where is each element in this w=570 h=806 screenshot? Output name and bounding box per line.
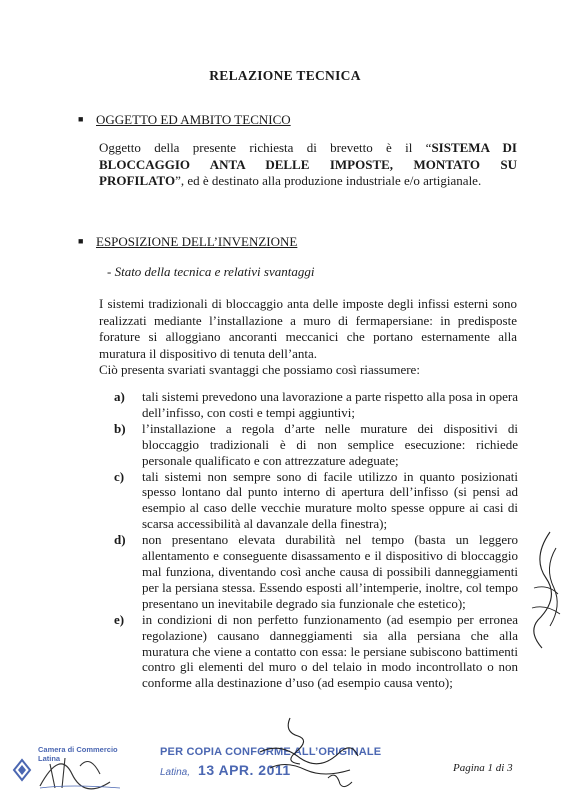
section-title: ESPOSIZIONE DELL’INVENZIONE	[96, 234, 298, 249]
disadvantages-list	[114, 389, 518, 691]
square-bullet-icon: ■	[78, 236, 84, 246]
list-item: a) tali sistemi prevedono una lavorazione a parte rispetto alla posa in opera dell’infisso, con costi e tempi aggiuntivi;	[114, 389, 518, 420]
section-heading-oggetto	[78, 112, 291, 128]
square-bullet-icon: ■	[78, 114, 84, 124]
document-title: RELAZIONE TECNICA	[209, 68, 361, 83]
list-item: b) l’installazione a regola d’arte nelle murature dei dispositivi di bloccaggio tradizionali è di non semplice esecuzione: richiede personale qualificato e con attrezzature adeguate;	[114, 420, 518, 468]
section-title: OGGETTO ED AMBITO TECNICO	[96, 112, 291, 127]
invention-title: SISTEMA DI BLOCCAGGIO ANTA DELLE IMPOSTE, MONTATO SU PROFILATO	[99, 140, 517, 189]
chamber-logo-text: Camera di Commercio Latina	[38, 745, 118, 763]
margin-signature-icon	[520, 528, 568, 658]
section-paragraph-oggetto: Oggetto della presente richiesta di brevetto è il “SISTEMA DI BLOCCAGGIO ANTA DELLE IMPOSTE, MONTATO SU PROFILATO”, ed è destinato alla produzione industriale e/o artigianale.	[99, 140, 517, 189]
subheading: - Stato della tecnica e relativi svantaggi	[107, 264, 315, 279]
list-item: c) tali sistemi non sempre sono di facile utilizzo in quanto posizionati spesso lontano dal punto interno di apertura dell’infisso (si pensi ad esempio al caso delle vecchie murature molto spesse oppure ai casi di scarsa accessibilità al davanzale della finestra);	[114, 468, 518, 532]
stamp-date: 13 APR. 2011	[198, 762, 291, 778]
intro-paragraph: I sistemi tradizionali di bloccaggio anta delle imposte degli infissi esterni sono realizzati mediante l’installazione a muro di fermapersiane: in predisposte forature si alloggiano ancoranti meccanici che portano esternamente alla muratura il dispositivo di tenuta dell’anta. Ciò presenta svariati svantaggi che possiamo così riassumere:	[99, 296, 517, 378]
section-heading-esposizione	[78, 234, 297, 250]
page-number: Pagina 1 di 3	[453, 762, 513, 774]
list-item: e) in condizioni di non perfetto funzionamento (ad esempio per erronea regolazione) causano danneggiamenti sia alla persiana che alla muratura che viene a contatto con essa: le persiane subiscono battimenti contro gli elementi del muro o del telaio in modo incontrollato o non conforme alla destinazione d’uso (ad esempio causa vento);	[114, 611, 518, 691]
list-item: d) non presentano elevata durabilità nel tempo (basta un leggero allentamento e conseguente disassamento e il dispositivo di bloccaggio mal funziona, diventando così anche causa di possibili danneggiamenti per la persiana stessa. Essendo esposti all’intemperie, inoltre, col tempo presentano un inevitabile degrado sia funzionale che estetico);	[114, 532, 518, 611]
signature-icon	[240, 712, 370, 794]
certification-stamp: PER COPIA CONFORME ALL’ORIGINALE Latina, 13 APR. 2011	[160, 746, 382, 778]
